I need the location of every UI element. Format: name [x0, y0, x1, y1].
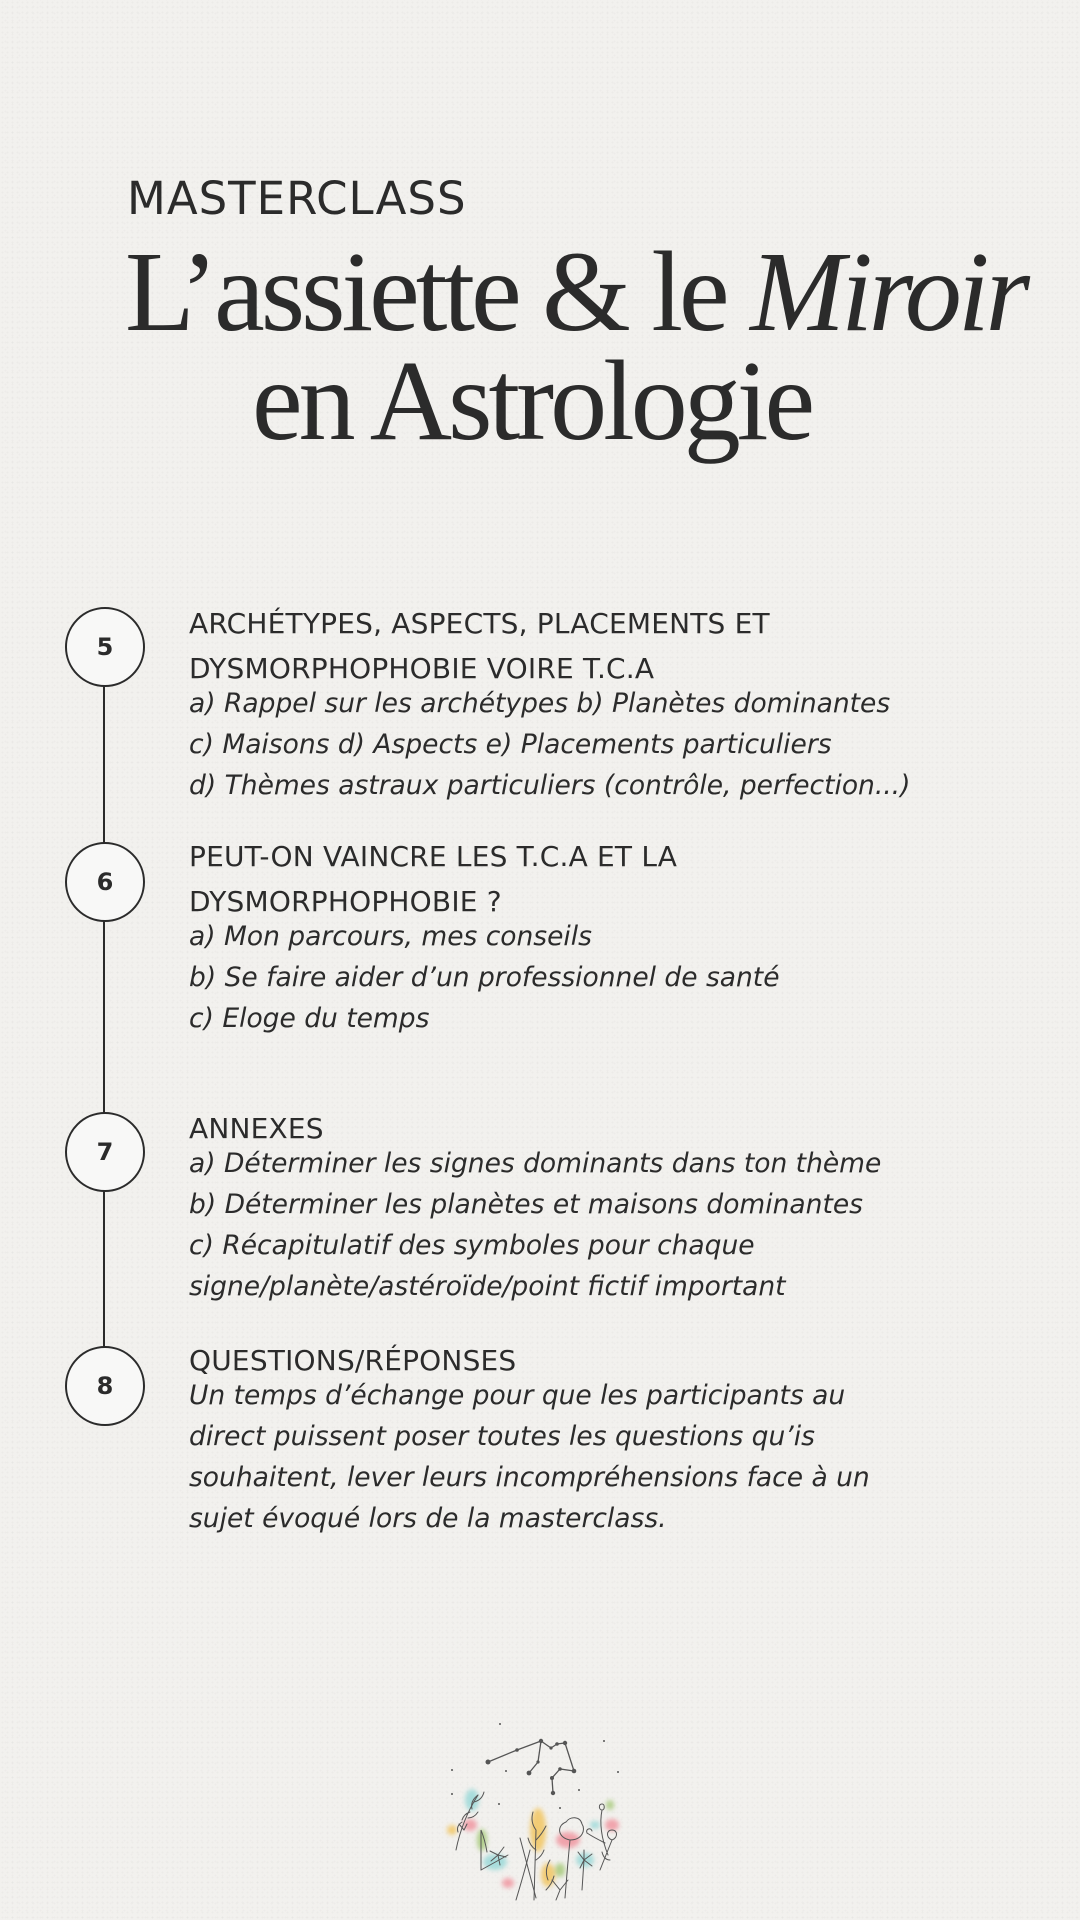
body-line: direct puissent poser toutes les questions qu’is — [189, 1421, 815, 1452]
title-regular: L’assiette & le — [125, 228, 751, 355]
timeline-connector — [103, 918, 105, 1113]
step-number: 6 — [96, 868, 114, 896]
body-line: a) Rappel sur les archétypes b) Planètes dominantes — [189, 688, 891, 719]
heading-line: ANNEXES — [189, 1112, 324, 1145]
section-8 — [189, 1338, 1029, 1539]
section-body — [189, 916, 1029, 1039]
body-line: b) Déterminer les planètes et maisons dominantes — [189, 1189, 863, 1220]
body-line: c) Récapitulatif des symboles pour chaque — [189, 1230, 755, 1261]
section-6 — [189, 834, 1029, 1039]
title-italic: Miroir — [750, 228, 1026, 355]
section-heading — [189, 834, 1029, 924]
timeline-connector — [103, 1188, 105, 1348]
step-circle-5 — [65, 607, 145, 687]
body-line: Un temps d’échange pour que les participants au — [189, 1380, 846, 1411]
body-line: sujet évoqué lors de la masterclass. — [189, 1503, 667, 1534]
step-number: 8 — [96, 1372, 114, 1400]
section-heading — [189, 601, 1029, 691]
body-line: c) Maisons d) Aspects e) Placements particuliers — [189, 729, 832, 760]
step-circle-7 — [65, 1112, 145, 1192]
timeline-connector — [103, 683, 105, 843]
masterclass-kicker: MASTERCLASS — [127, 172, 467, 225]
body-line: signe/planète/astéroïde/point fictif important — [189, 1271, 786, 1302]
body-line: d) Thèmes astraux particuliers (contrôle, perfection...) — [189, 770, 911, 801]
body-line: b) Se faire aider d’un professionnel de santé — [189, 962, 780, 993]
step-circle-8 — [65, 1346, 145, 1426]
section-body — [189, 1375, 1029, 1539]
section-body — [189, 683, 1029, 806]
section-5 — [189, 601, 1029, 806]
heading-line: DYSMORPHOPHOBIE VOIRE T.C.A — [189, 652, 655, 685]
title-line-1 — [125, 228, 1026, 355]
body-line: souhaitent, lever leurs incompréhensions face à un — [189, 1462, 870, 1493]
body-line: a) Mon parcours, mes conseils — [189, 921, 592, 952]
heading-line: QUESTIONS/RÉPONSES — [189, 1344, 517, 1377]
step-number: 7 — [96, 1138, 114, 1166]
section-body — [189, 1143, 1029, 1307]
heading-line: DYSMORPHOPHOBIE ? — [189, 885, 502, 918]
section-7 — [189, 1106, 1029, 1307]
body-line: a) Déterminer les signes dominants dans ton thème — [189, 1148, 882, 1179]
step-number: 5 — [96, 633, 114, 661]
body-line: c) Eloge du temps — [189, 1003, 430, 1034]
title-line-2: en Astrologie — [252, 337, 812, 464]
step-circle-6 — [65, 842, 145, 922]
constellation-flowers-icon — [430, 1710, 650, 1910]
heading-line: ARCHÉTYPES, ASPECTS, PLACEMENTS ET — [189, 607, 770, 640]
heading-line: PEUT-ON VAINCRE LES T.C.A ET LA — [189, 840, 678, 873]
